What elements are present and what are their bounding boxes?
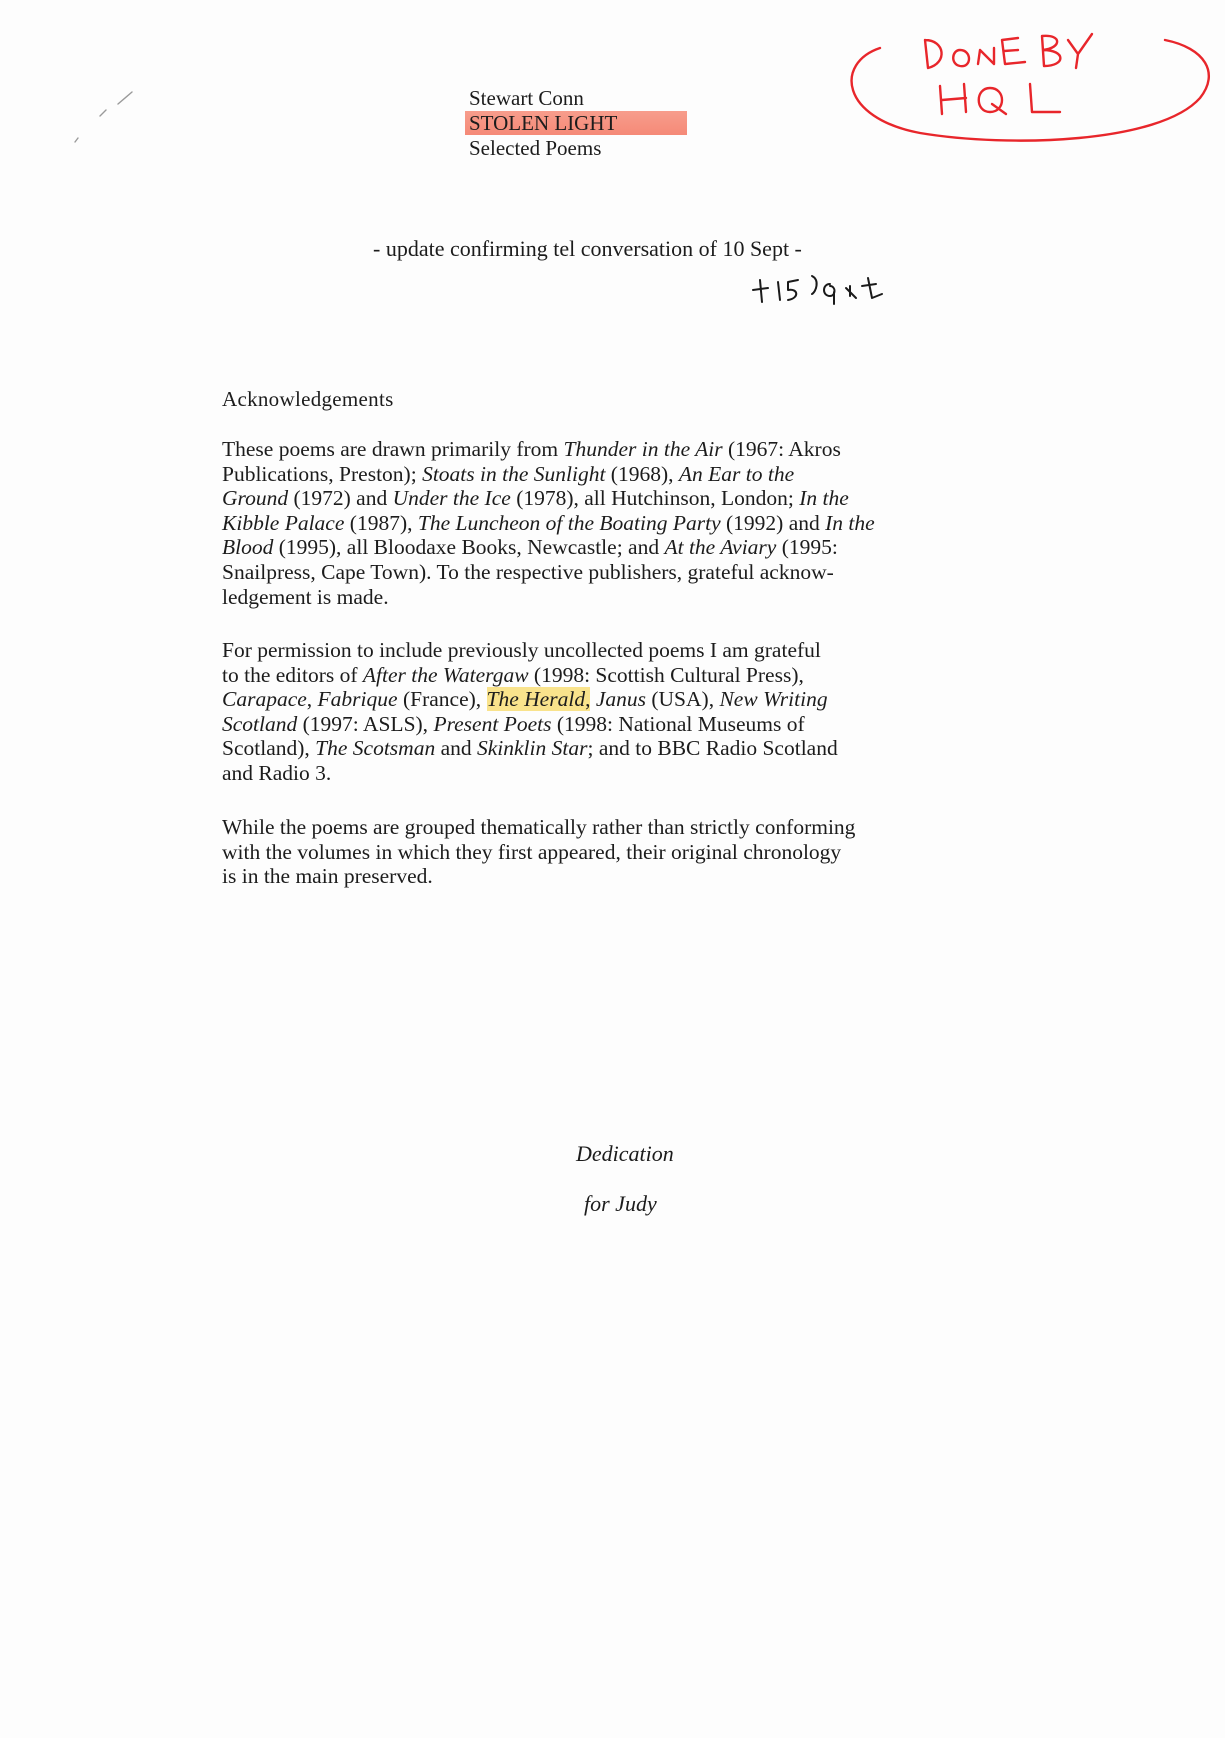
text-line [222, 712, 838, 737]
text-run: Snailpress, Cape Town). To the respective publishers, grateful acknow- [222, 559, 834, 584]
italic-title: An Ear to the [678, 461, 795, 486]
text-run: For permission to include previously uncollected poems I am grateful [222, 638, 821, 662]
italic-title: In the [799, 486, 849, 511]
acknowledgements-paragraph-1 [222, 437, 875, 609]
highlighted-text: The Herald [486, 687, 586, 712]
italic-title: Scotland [222, 711, 298, 736]
text-run: (USA), [646, 687, 720, 712]
text-run: These poems are drawn primarily from [222, 437, 564, 461]
text-run: (1992) and [720, 510, 826, 535]
acknowledgements-heading: Acknowledgements [222, 387, 394, 411]
text-run: (1978), all Hutchinson, London; [510, 486, 800, 511]
italic-title: Skinklin Star [477, 736, 588, 761]
text-run: (1972) and [288, 486, 393, 511]
text-line [222, 638, 838, 663]
text-line [222, 437, 875, 462]
text-run: While the poems are grouped thematically rather than strictly conforming [222, 815, 856, 839]
text-run: ledgement is made. [222, 584, 389, 609]
acknowledgements-paragraph-2 [222, 638, 838, 786]
italic-title: Thunder in the Air [563, 437, 723, 461]
text-line [222, 864, 855, 889]
text-line [222, 486, 875, 511]
text-run: (1997: ASLS), [297, 711, 434, 736]
italic-title: Janus [595, 687, 646, 712]
text-line [222, 663, 838, 688]
text-run: (1995: [776, 535, 838, 560]
stray-pen-mark [70, 80, 140, 150]
italic-title: Fabrique [317, 687, 398, 712]
italic-title: Blood [222, 535, 274, 560]
italic-title: Ground [222, 486, 289, 511]
italic-title: Kibble Palace [222, 510, 345, 535]
book-subtitle: Selected Poems [469, 136, 602, 160]
text-run: (1968), [605, 461, 679, 486]
text-line [222, 815, 855, 840]
text-line [222, 535, 875, 560]
text-run: and [435, 736, 477, 761]
text-run: (1987), [344, 510, 418, 535]
italic-title: The Scotsman [315, 736, 436, 761]
text-run: (France), [397, 687, 487, 712]
book-title [469, 111, 687, 136]
text-line [222, 736, 838, 761]
text-run: and Radio 3. [222, 760, 332, 785]
text-line [222, 585, 875, 610]
header-block [469, 86, 687, 161]
acknowledgements-paragraph-3 [222, 815, 855, 889]
italic-title: New Writing [719, 687, 828, 712]
italic-title: Stoats in the Sunlight [422, 461, 606, 486]
italic-title: In the [825, 510, 875, 535]
text-run: (1998: Scottish Cultural Press), [528, 662, 804, 687]
text-line [222, 687, 838, 712]
italic-title: Under the Ice [392, 486, 511, 511]
text-line [222, 840, 855, 865]
text-run: , [306, 687, 318, 712]
italic-title: At the Aviary [664, 535, 777, 560]
text-line [222, 511, 875, 536]
text-run: is in the main preserved. [222, 864, 433, 889]
highlighted-text: , [585, 687, 591, 712]
italic-title: After the Watergaw [362, 662, 529, 687]
text-run: with the volumes in which they first appeared, their original chronology [222, 839, 842, 864]
dedication-text: for Judy [584, 1191, 657, 1216]
dedication-heading: Dedication [576, 1141, 674, 1166]
italic-title: Carapace [222, 687, 307, 712]
text-run: ; and to BBC Radio Scotland [587, 736, 838, 761]
italic-title: Present Poets [433, 711, 552, 736]
text-line [222, 462, 875, 487]
book-title-highlight: STOLEN LIGHT [465, 111, 687, 135]
italic-title: The Luncheon of the Boating Party [417, 510, 721, 535]
text-line [222, 761, 838, 786]
text-run: Scotland), [222, 736, 316, 761]
text-run: (1998: National Museums of [551, 711, 805, 736]
done-by-stamp [830, 18, 1215, 153]
author-name: Stewart Conn [469, 86, 584, 110]
text-run: (1967: Akros [722, 437, 841, 461]
text-run: Publications, Preston); [222, 461, 423, 486]
text-run: to the editors of [222, 662, 363, 687]
update-note: - update confirming tel conversation of 10 Sept - [373, 236, 802, 261]
text-run: (1995), all Bloodaxe Books, Newcastle; and [273, 535, 665, 560]
text-line [222, 560, 875, 585]
handwritten-date-note [750, 270, 920, 310]
